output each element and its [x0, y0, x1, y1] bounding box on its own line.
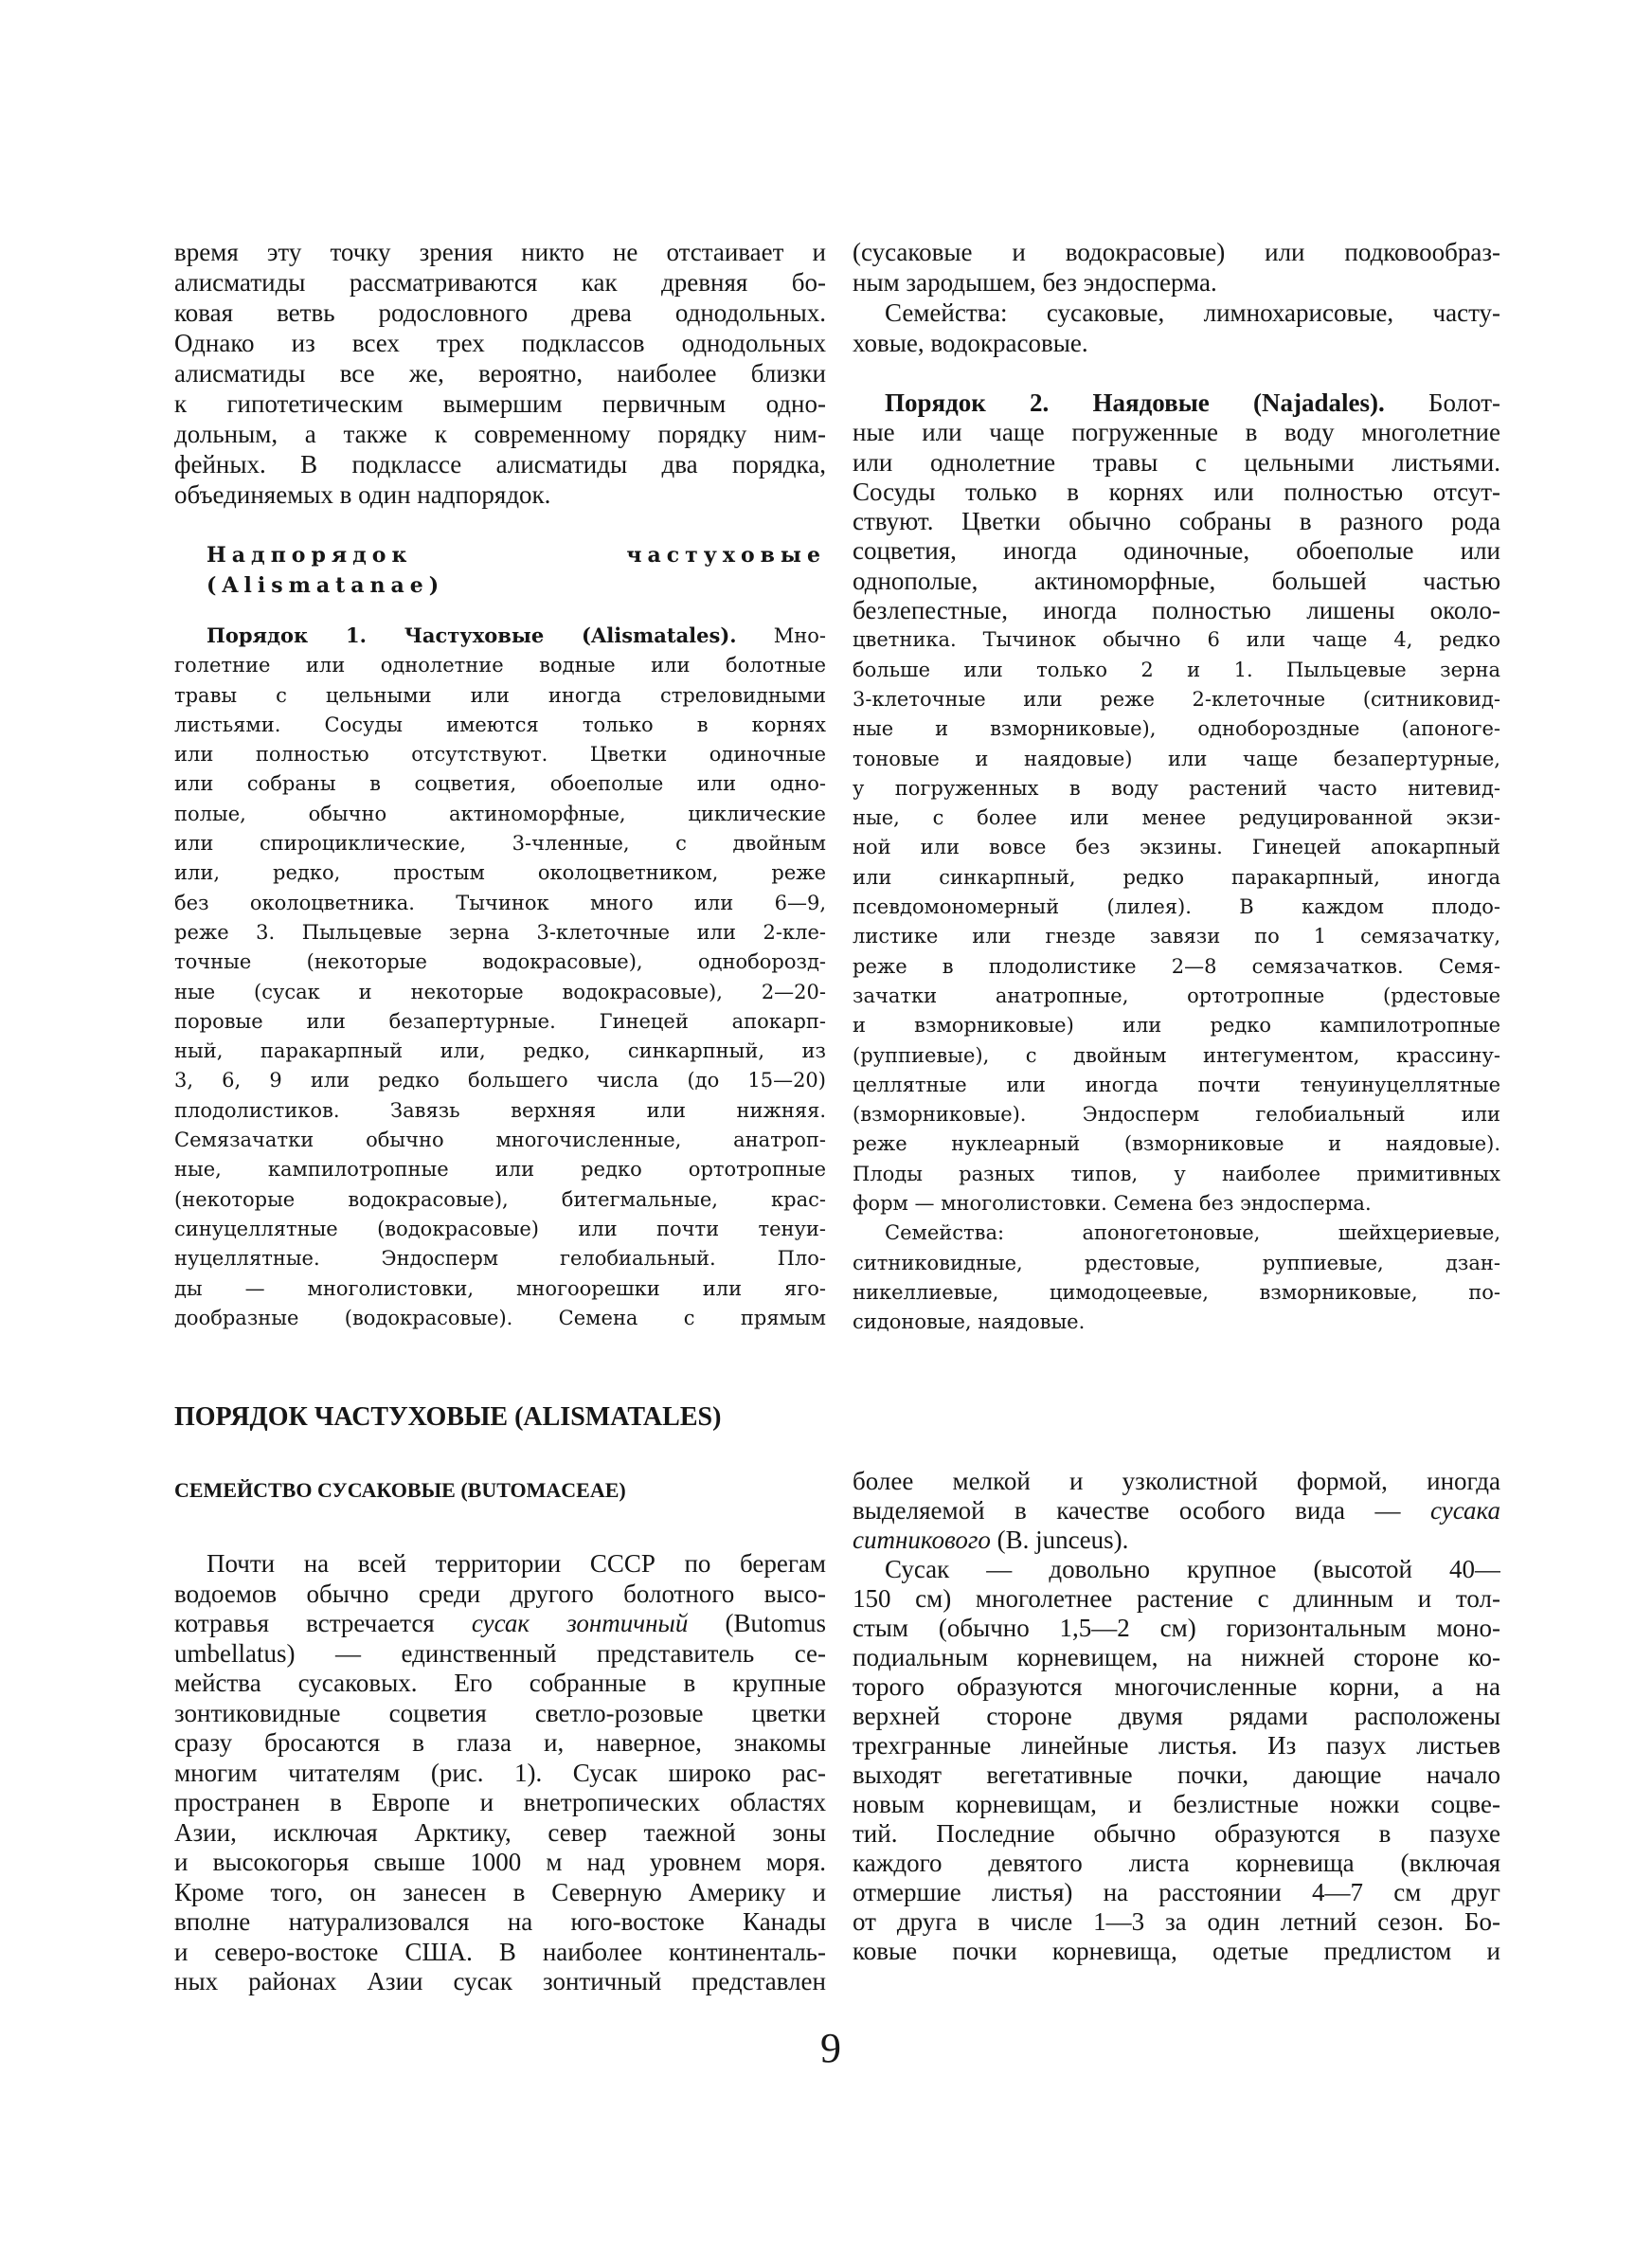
text-line: или собраны в соцветия, обоеполые или одно-	[174, 772, 826, 796]
text-line: ды — многолистовки, многоорешки или яго-	[174, 1276, 826, 1300]
text-line: каждого девятого листа корневища (включая	[853, 1849, 1500, 1877]
text-line: однополые, актиноморфные, большей частью	[853, 566, 1500, 595]
text-line: листике или гнезде завязи по 1 семязачатку,	[853, 925, 1500, 948]
text-run: выделяемой в качестве особого вида —	[853, 1496, 1430, 1525]
text-line: ных районах Азии сусак зонтичный представлен	[174, 1967, 826, 1995]
text-line: и высокогорья свыше 1000 м над уровнем моря.	[174, 1848, 826, 1876]
text-line: форм — многолистовки. Семена без эндосперма.	[853, 1192, 1372, 1216]
page-number: 9	[820, 2025, 841, 2071]
text-line: Плоды разных типов, у наиболее примитивных	[853, 1162, 1500, 1185]
text-line: (сусаковые и водокрасовые) или подковообраз-	[853, 238, 1500, 266]
text-line	[853, 1496, 1500, 1526]
italic-term: сусака	[1429, 1496, 1500, 1525]
text-line: ным зародышем, без эндосперма.	[853, 268, 1217, 297]
italic-term: сусак зонтичный	[471, 1609, 689, 1637]
text-line	[853, 388, 1500, 418]
text-line: ховые, водокрасовые.	[853, 329, 1088, 357]
text-line: соцветия, иногда одиночные, обоеполые или	[853, 536, 1500, 566]
text-line: время эту точку зрения никто не отстаивает и	[174, 238, 826, 266]
text-line: плодолистиков. Завязь верхняя или нижняя.	[174, 1098, 826, 1122]
text-line: к гипотетическим вымершим первичным одно-	[174, 389, 826, 418]
text-line	[853, 1526, 1500, 1555]
text-line: или полностью отсутствуют. Цветки одиночные	[174, 743, 826, 767]
text-line: тий. Последние обычно образуются в пазухе	[853, 1819, 1500, 1848]
text-line: Надпорядок частуховые	[206, 543, 826, 568]
text-line: Кроме того, он занесен в Северную Америку и	[174, 1877, 826, 1906]
text-line: стым (обычно 1,5—2 см) горизонтальным моно-	[853, 1614, 1500, 1642]
text-line: многим читателям (рис. 1). Сусак широко рас-	[174, 1758, 826, 1787]
text-line: ные, кампилотропные или редко ортотропные	[174, 1158, 826, 1182]
text-line: дообразные (водокрасовые). Семена с прямым	[174, 1306, 826, 1329]
order-1-description	[174, 621, 826, 1333]
text-run: Мно-	[736, 624, 826, 647]
text-line	[174, 1609, 826, 1639]
text-line: Семейства: сусаковые, лимнохарисовые, часту-	[885, 298, 1500, 327]
text-run: (B. junceus).	[990, 1526, 1129, 1554]
text-line: зонтиковидные соцветия светло-розовые цветки	[174, 1698, 826, 1727]
text-line: точные (некоторые водокрасовые), одноборозд-	[174, 950, 826, 974]
order-1-description-continued	[853, 237, 1500, 358]
family-heading: СЕМЕЙСТВО СУСАКОВЫЕ (BUTOMACEAE)	[174, 1478, 626, 1502]
text-line: полые, обычно актиноморфные, циклические	[174, 802, 826, 825]
text-line: торого образуются многочисленные корни, а на	[853, 1672, 1500, 1701]
text-line: целлятные или иногда почти тенуинуцеллятные	[853, 1073, 1500, 1096]
family-description-column-2	[853, 1467, 1500, 1966]
text-line: ситниковидные, рдестовые, руппиевые, дзан-	[853, 1251, 1500, 1274]
text-line: и северо-востоке США. В наиболее континенталь-	[174, 1937, 826, 1966]
text-line: никеллиевые, цимодоцеевые, взморниковые, по-	[853, 1280, 1500, 1304]
text-line: ковые почки корневища, одетые предлистом и	[853, 1937, 1500, 1965]
text-line: у погруженных в воду растений часто нитевид-	[853, 776, 1500, 800]
text-line: синуцеллятные (водокрасовые) или почти тенуи-	[174, 1217, 826, 1240]
text-line: новым корневищам, и безлистные ножки соцве-	[853, 1790, 1500, 1818]
superorder-heading	[206, 540, 826, 601]
text-line: голетние или однолетние водные или болотные	[174, 654, 826, 677]
text-line: Азии, исключая Арктику, север таежной зоны	[174, 1817, 826, 1847]
text-line: Сусак — довольно крупное (высотой 40—	[885, 1555, 1500, 1583]
text-line: фейных. В подклассе алисматиды два порядка,	[174, 450, 826, 478]
italic-term: ситникового	[853, 1526, 991, 1554]
text-line: реже нуклеарный (взморниковые и наядовые).	[853, 1132, 1500, 1156]
text-line: алисматиды рассматриваются как древняя бо-	[174, 268, 826, 297]
text-line	[174, 621, 826, 651]
text-line: 150 см) многолетнее растение с длинным и тол-	[853, 1584, 1500, 1613]
text-line: пространен в Европе и внетропических областях	[174, 1788, 826, 1816]
order-2-description	[853, 388, 1500, 1338]
text-line: Сосуды только в корнях или полностью отсут-	[853, 477, 1500, 506]
text-line: мейства сусаковых. Его собранные в крупные	[174, 1669, 826, 1697]
text-run: котравья встречается	[174, 1609, 472, 1637]
text-line: отмершие листья) на расстоянии 4—7 см друг	[853, 1878, 1500, 1906]
text-line: и взморниковые) или редко кампилотропные	[853, 1014, 1500, 1038]
family-description-column-1	[174, 1549, 826, 1997]
text-line: нуцеллятные. Эндосперм гелобиальный. Пло-	[174, 1247, 826, 1271]
text-line: или однолетние травы с цельными листьями.	[853, 447, 1500, 477]
text-line: дольным, а также к современному порядку ним-	[174, 420, 826, 448]
text-line: сразу бросаются в глаза и, наверное, знакомы	[174, 1728, 826, 1757]
text-line: цветника. Тычинок обычно 6 или чаще 4, редко	[853, 628, 1500, 652]
text-line: зачатки анатропные, ортотропные (рдестовые	[853, 984, 1500, 1007]
text-line: безлепестные, иногда полностью лишены около-	[853, 596, 1500, 625]
text-line: без околоцветника. Тычинок много или 6—9,	[174, 891, 826, 914]
text-line: ные (сусак и некоторые водокрасовые), 2—20-	[174, 980, 826, 1003]
text-line: выходят вегетативные почки, дающие начало	[853, 1760, 1500, 1789]
text-line: алисматиды все же, вероятно, наиболее близки	[174, 359, 826, 388]
text-line: ные и взморниковые), однобороздные (апоноге-	[853, 717, 1500, 741]
text-line: или, редко, простым околоцветником, реже	[174, 861, 826, 885]
text-line: водоемов обычно среди другого болотного высо-	[174, 1579, 826, 1608]
text-line: ной или вовсе без экзины. Гинецей апокарпный	[853, 836, 1500, 859]
text-line: больше или только 2 и 1. Пыльцевые зерна	[853, 658, 1500, 681]
text-line: или спироциклические, 3-членные, с двойным	[174, 832, 826, 856]
text-line: травы с цельными или иногда стреловидными	[174, 683, 826, 707]
text-line: (некоторые водокрасовые), битегмальные, крас-	[174, 1187, 826, 1211]
bold-run-in-heading: Порядок 2. Наядовые (Najadales).	[885, 388, 1385, 417]
text-line: реже 3. Пыльцевые зерна 3-клеточные или 2-кле-	[174, 920, 826, 944]
text-line: поровые или безапертурные. Гинецей апокарп-	[174, 1009, 826, 1033]
text-line: от друга в числе 1—3 за один летний сезон. Бо-	[853, 1907, 1500, 1936]
text-line: (Alismatanae)	[206, 573, 445, 598]
text-line: ствуют. Цветки обычно собраны в разного рода	[853, 507, 1500, 536]
text-line: Семязачатки обычно многочисленные, анатроп-	[174, 1128, 826, 1152]
text-line: 3, 6, 9 или редко большего числа (до 15—20)	[174, 1069, 826, 1092]
text-line: Семейства: апоногетоновые, шейхцериевые,	[885, 1221, 1500, 1245]
text-line: листьями. Сосуды имеются только в корнях	[174, 713, 826, 736]
text-line: псевдомономерный (лилея). В каждом плодо-	[853, 895, 1500, 919]
text-line: верхней стороне двумя рядами расположены	[853, 1702, 1500, 1730]
text-line: 3-клеточные или реже 2-клеточные (ситниковид-	[853, 687, 1500, 711]
intro-paragraph-continued	[174, 237, 826, 510]
bold-run-in-heading: Порядок 1. Частуховые (Alismatales).	[206, 623, 737, 647]
text-line: Однако из всех трех подклассов однодольных	[174, 329, 826, 357]
text-line: трехгранные линейные листья. Из пазух листьев	[853, 1731, 1500, 1760]
text-line: (взморниковые). Эндосперм гелобиальный или	[853, 1103, 1500, 1127]
text-line: тоновые и наядовые) или чаще безапертурные,	[853, 747, 1500, 770]
text-line: ные или чаще погруженные в воду многолетние	[853, 418, 1500, 447]
text-line: ный, паракарпный или, редко, синкарпный, из	[174, 1039, 826, 1063]
text-line: umbellatus) — единственный представитель се-	[174, 1638, 826, 1668]
text-line: подиальным корневищем, на нижней стороне ко-	[853, 1643, 1500, 1671]
text-run: Болот-	[1384, 388, 1500, 417]
text-line: вполне натурализовался на юго-востоке Канады	[174, 1907, 826, 1936]
text-line: реже в плодолистике 2—8 семязачатков. Семя-	[853, 954, 1500, 978]
text-line: ные, с более или менее редуцированной экзи-	[853, 806, 1500, 830]
text-line: объединяемых в один надпорядок.	[174, 480, 551, 509]
text-line: сидоновые, наядовые.	[853, 1310, 1086, 1334]
text-line: ковая ветвь родословного древа однодольных.	[174, 298, 826, 327]
text-line: Почти на всей территории СССР по берегам	[206, 1549, 826, 1578]
text-line: более мелкой и узколистной формой, иногда	[853, 1467, 1500, 1495]
text-run: (Butomus	[688, 1609, 826, 1637]
text-line: или синкарпный, редко паракарпный, иногда	[853, 865, 1500, 889]
text-line: (руппиевые), с двойным интегументом, крассину-	[853, 1043, 1500, 1067]
section-heading: ПОРЯДОК ЧАСТУХОВЫЕ (ALISMATALES)	[174, 1402, 722, 1432]
